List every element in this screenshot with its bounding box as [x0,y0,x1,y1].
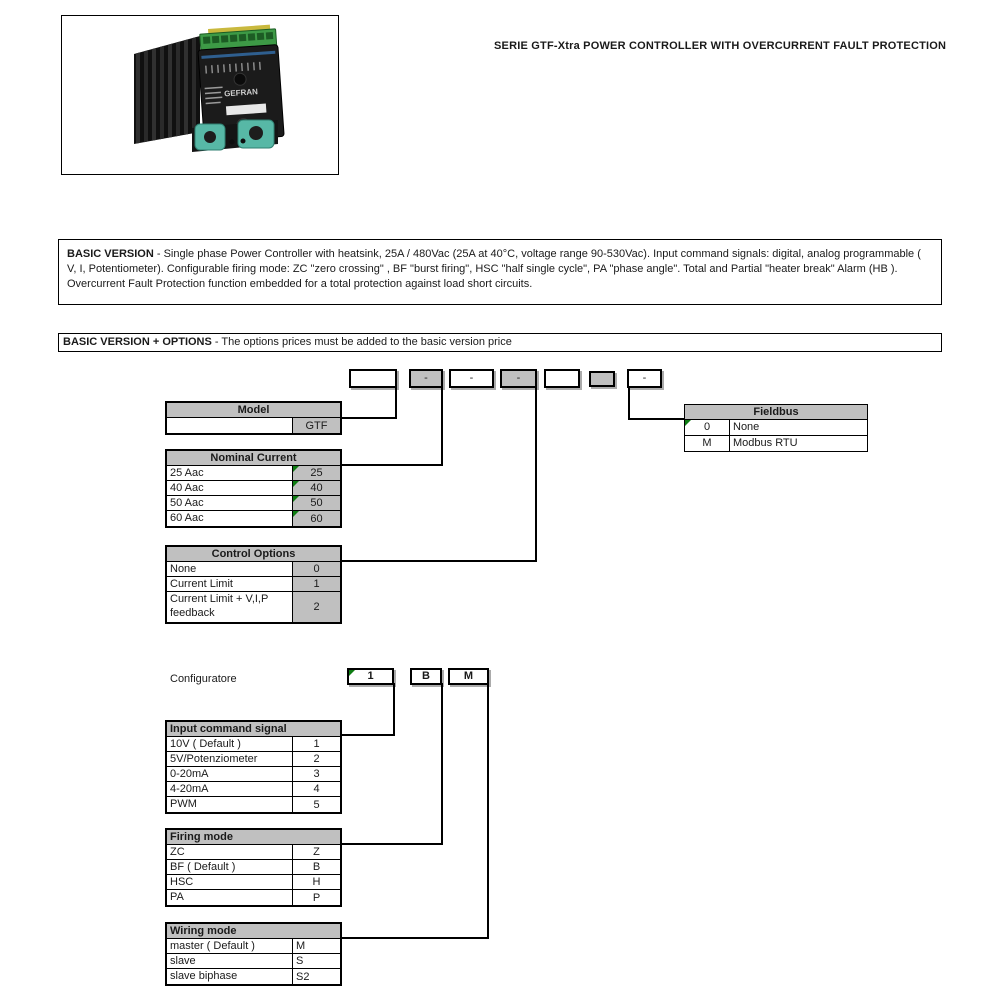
table-row [167,969,340,984]
options-bar-label: BASIC VERSION + OPTIONS [63,336,212,348]
row-label: 10V ( Default ) [170,738,241,750]
connector-current-h [342,464,443,466]
table-row [167,577,340,592]
connector-firing-h [342,843,443,845]
table-row [167,860,340,875]
table-row [167,954,340,969]
table-row [167,466,340,481]
row-value: 40 [292,481,340,495]
row-label: 60 Aac [170,512,204,524]
table-row [167,562,340,577]
model-table-header: Model [167,403,340,418]
row-label: 0-20mA [170,768,209,780]
connector-firing-v [441,683,443,845]
row-value: P [292,890,340,905]
code-box-spacer [589,371,615,387]
model-value-cell: GTF [292,418,340,433]
heatsink [134,36,200,144]
row-label: BF ( Default ) [170,861,236,873]
row-value: B [292,860,340,874]
row-label: 4-20mA [170,783,209,795]
table-row [167,481,340,496]
code-box-model[interactable] [349,369,397,388]
configurator-label: Configuratore [170,673,237,685]
row-label: 40 Aac [170,482,204,494]
table-row [167,845,340,860]
row-value: 2 [292,752,340,766]
fieldbus-name: Modbus RTU [733,437,798,449]
connector-model-h [342,417,397,419]
connector-current-v [441,388,443,466]
row-value: 5 [292,797,340,812]
connector-wiring-h [342,937,489,939]
fieldbus-key: 0 [685,420,730,435]
product-photo [62,16,338,174]
connector-model-v [395,388,397,418]
row-label: HSC [170,876,194,888]
code-box-option[interactable] [544,369,580,388]
row-value: M [292,939,340,953]
connector-input-h [342,734,395,736]
row-value: 50 [292,496,340,510]
wiring-mode-table [165,922,342,986]
fieldbus-table [684,404,868,452]
row-value: 3 [292,767,340,781]
basic-version-label: BASIC VERSION [67,248,154,260]
row-label: slave biphase [170,970,238,982]
table-row [167,418,340,433]
row-value: 2 [292,592,340,622]
row-value: 1 [292,577,340,591]
configurator-box-input[interactable]: 1 [347,668,394,685]
control-options-header: Control Options [167,547,340,562]
terminal-block-bottom [192,120,278,152]
model-empty-cell[interactable] [167,418,292,433]
row-value: 25 [292,466,340,480]
row-label: slave [170,955,196,967]
connector-control-h [342,560,537,562]
row-label: PA [170,891,184,903]
fieldbus-header: Fieldbus [685,405,867,420]
row-value: 1 [292,737,340,751]
row-value: 0 [292,562,340,576]
row-value: S [292,954,340,968]
row-value: 4 [292,782,340,796]
row-label: ZC [170,846,185,858]
nominal-current-header: Nominal Current [167,451,340,466]
table-row [167,511,340,526]
wiring-mode-header: Wiring mode [167,924,340,939]
row-value: S2 [292,969,340,984]
firing-mode-table [165,828,342,907]
row-label: Current Limit [170,578,233,590]
row-value: 60 [292,511,340,526]
firing-mode-header: Firing mode [167,830,340,845]
connector-wiring-v [487,683,489,939]
brand-label: GEFRAN [223,87,259,99]
input-command-header: Input command signal [167,722,340,737]
table-row [685,420,867,436]
connector-input-v [393,683,395,736]
row-label: master ( Default ) [170,940,255,952]
connector-control-v [535,388,537,562]
connector-fieldbus-v [628,388,630,420]
code-box-dash-2: - [449,369,494,388]
row-label: None [170,563,197,575]
code-box-dash-3: - [500,369,537,388]
configurator-box-firing[interactable]: B [410,668,442,685]
code-box-dash-1: - [409,369,443,388]
table-row [167,939,340,954]
table-row [167,767,340,782]
fieldbus-key: M [685,436,730,451]
row-label: 25 Aac [170,467,204,479]
basic-version-description [58,239,942,305]
table-row [167,496,340,511]
connector-fieldbus-h [628,418,684,420]
row-label: 5V/Potenziometer [170,753,258,765]
table-row [167,890,340,905]
nominal-current-table [165,449,342,528]
row-value: H [292,875,340,889]
page-title: SERIE GTF-Xtra POWER CONTROLLER WITH OVERCURRENT FAULT PROTECTION [494,40,947,52]
row-value: Z [292,845,340,859]
table-row [685,436,867,451]
options-bar-text: - The options prices must be added to the basic version price [211,336,512,348]
table-row [167,875,340,890]
row-label: 50 Aac [170,497,204,509]
table-row [167,737,340,752]
row-label: Current Limit + V,I,P feedback [170,593,269,619]
control-options-table [165,545,342,624]
input-command-table [165,720,342,814]
table-row [167,797,340,812]
table-row [167,782,340,797]
options-bar [58,333,942,352]
code-box-fieldbus[interactable]: - [627,369,662,388]
basic-version-text: - Single phase Power Controller with heatsink, 25A / 480Vac (25A at 40°C, voltage range 90-530Vac). Input command signals: digital, analog programmable ( V, I, Potentiometer). Configurable firing mode: ZC "zero crossing" , BF "burst firing", HSC "half single cycle", PA "phase angle". Total and Partial "heater break" Alarm (HB ). Overcurrent Fault Protection function embedded for a total protection against load short circuits. [67,248,921,290]
row-label: PWM [170,798,197,810]
configurator-box-wiring[interactable]: M [448,668,489,685]
table-row [167,592,340,622]
model-table [165,401,342,435]
table-row [167,752,340,767]
product-photo-frame [61,15,339,175]
fieldbus-name: None [733,421,760,433]
